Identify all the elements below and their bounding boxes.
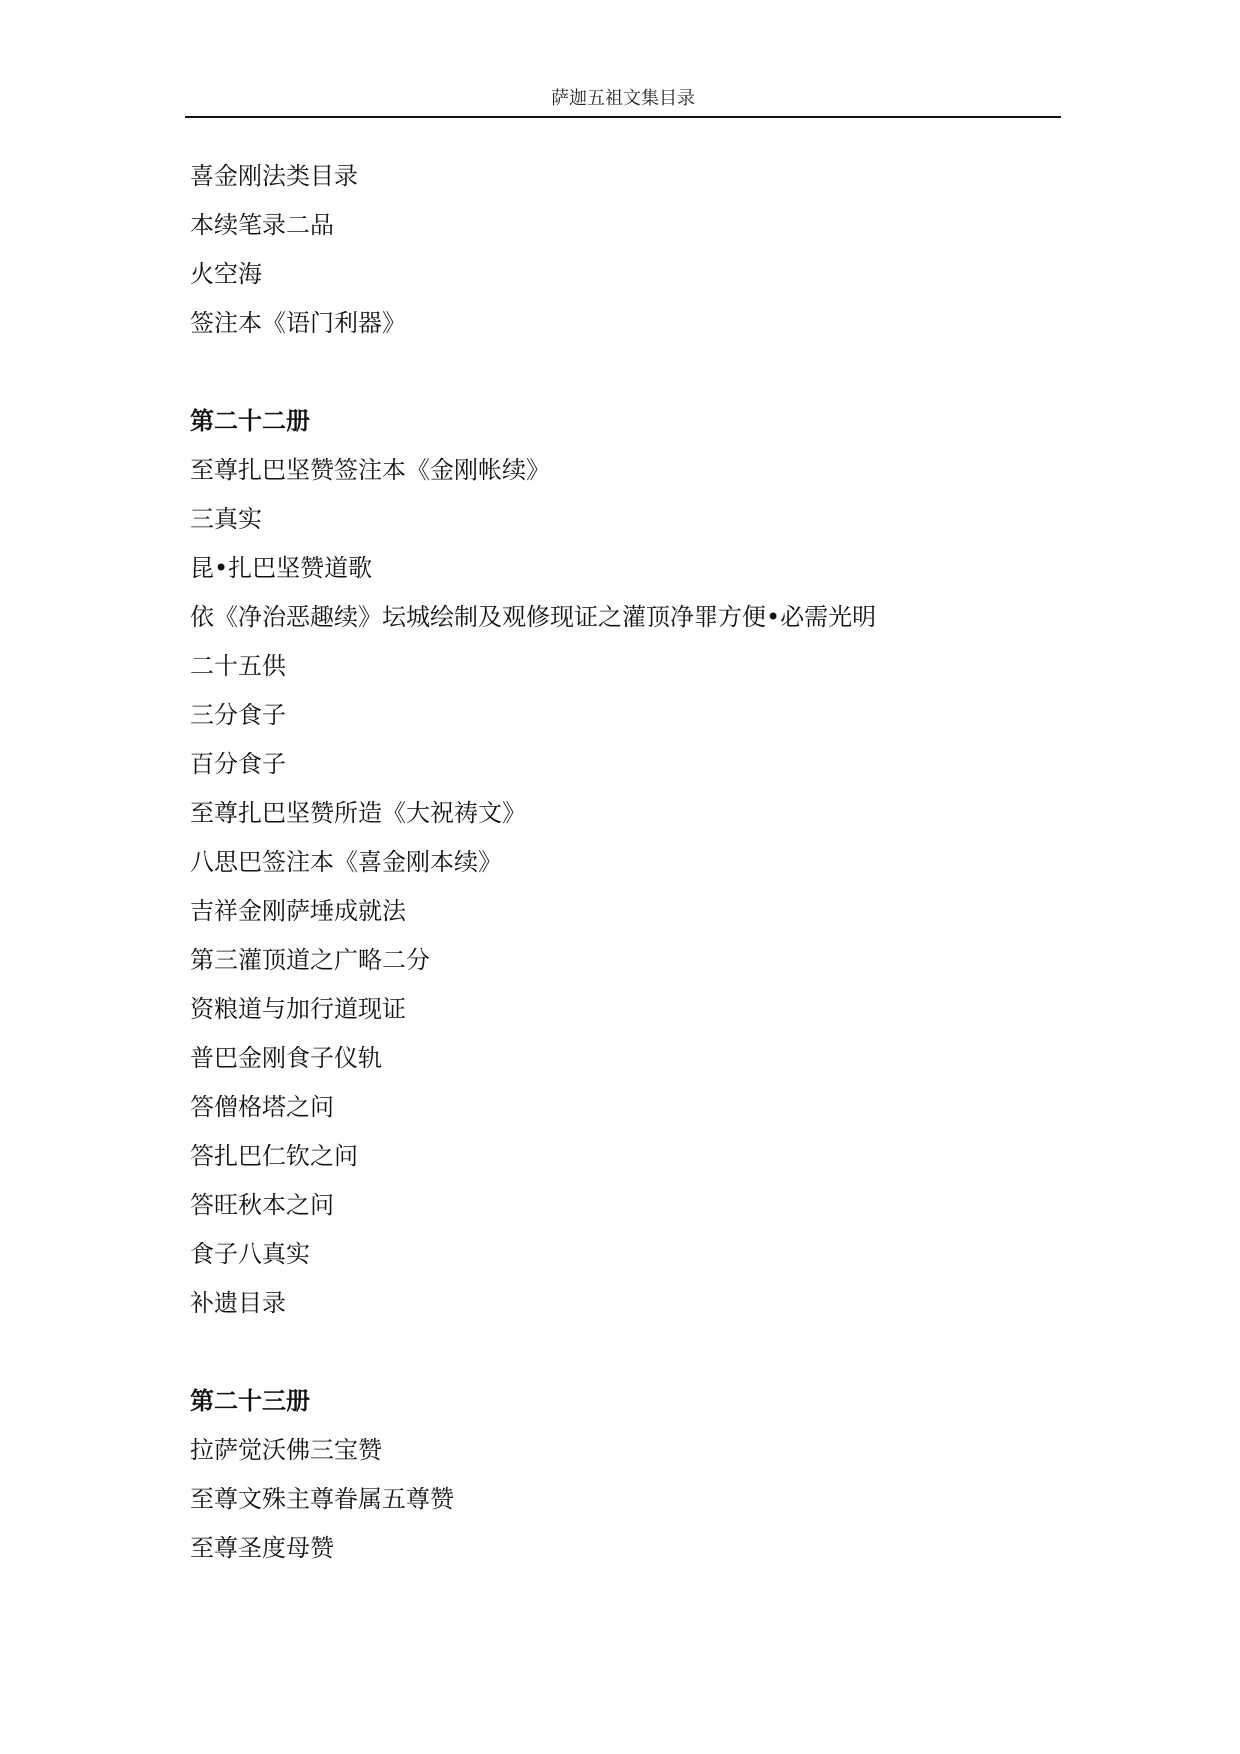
toc-entry: 依《净治恶趣续》坛城绘制及观修现证之灌顶净罪方便•必需光明 (190, 603, 877, 631)
toc-entry: 昆•扎巴坚赞道歌 (190, 554, 373, 582)
toc-entry: 答扎巴仁钦之问 (190, 1142, 358, 1170)
toc-entry: 补遗目录 (190, 1289, 286, 1317)
toc-entry: 火空海 (190, 260, 262, 288)
table-of-contents (190, 152, 1050, 1573)
toc-entry: 八思巴签注本《喜金刚本续》 (190, 848, 502, 876)
toc-entry: 至尊扎巴坚赞签注本《金刚帐续》 (190, 456, 550, 484)
header-divider (185, 116, 1061, 118)
toc-entry: 本续笔录二品 (190, 211, 334, 239)
toc-entry: 三分食子 (190, 701, 286, 729)
volume-heading: 第二十二册 (190, 407, 310, 435)
toc-entry: 签注本《语门利器》 (190, 309, 406, 337)
toc-entry: 百分食子 (190, 750, 286, 778)
toc-entry: 至尊扎巴坚赞所造《大祝祷文》 (190, 799, 526, 827)
toc-entry: 资粮道与加行道现证 (190, 995, 406, 1023)
toc-entry: 喜金刚法类目录 (190, 162, 358, 190)
toc-entry: 第三灌顶道之广略二分 (190, 946, 430, 974)
toc-entry: 三真实 (190, 505, 262, 533)
volume-22-section (190, 397, 1050, 1328)
toc-entry: 答僧格塔之问 (190, 1093, 334, 1121)
toc-entry: 至尊圣度母赞 (190, 1534, 334, 1562)
toc-entry: 普巴金刚食子仪轨 (190, 1044, 382, 1072)
volume-23-section (190, 1377, 1050, 1573)
page-header: 萨迦五祖文集目录 (551, 88, 695, 109)
toc-entry: 食子八真实 (190, 1240, 310, 1268)
intro-entries (190, 152, 1050, 348)
volume-heading: 第二十三册 (190, 1387, 310, 1415)
toc-entry: 吉祥金刚萨埵成就法 (190, 897, 406, 925)
toc-entry: 答旺秋本之问 (190, 1191, 334, 1219)
toc-entry: 至尊文殊主尊眷属五尊赞 (190, 1485, 454, 1513)
toc-entry: 二十五供 (190, 652, 286, 680)
toc-entry: 拉萨觉沃佛三宝赞 (190, 1436, 382, 1464)
